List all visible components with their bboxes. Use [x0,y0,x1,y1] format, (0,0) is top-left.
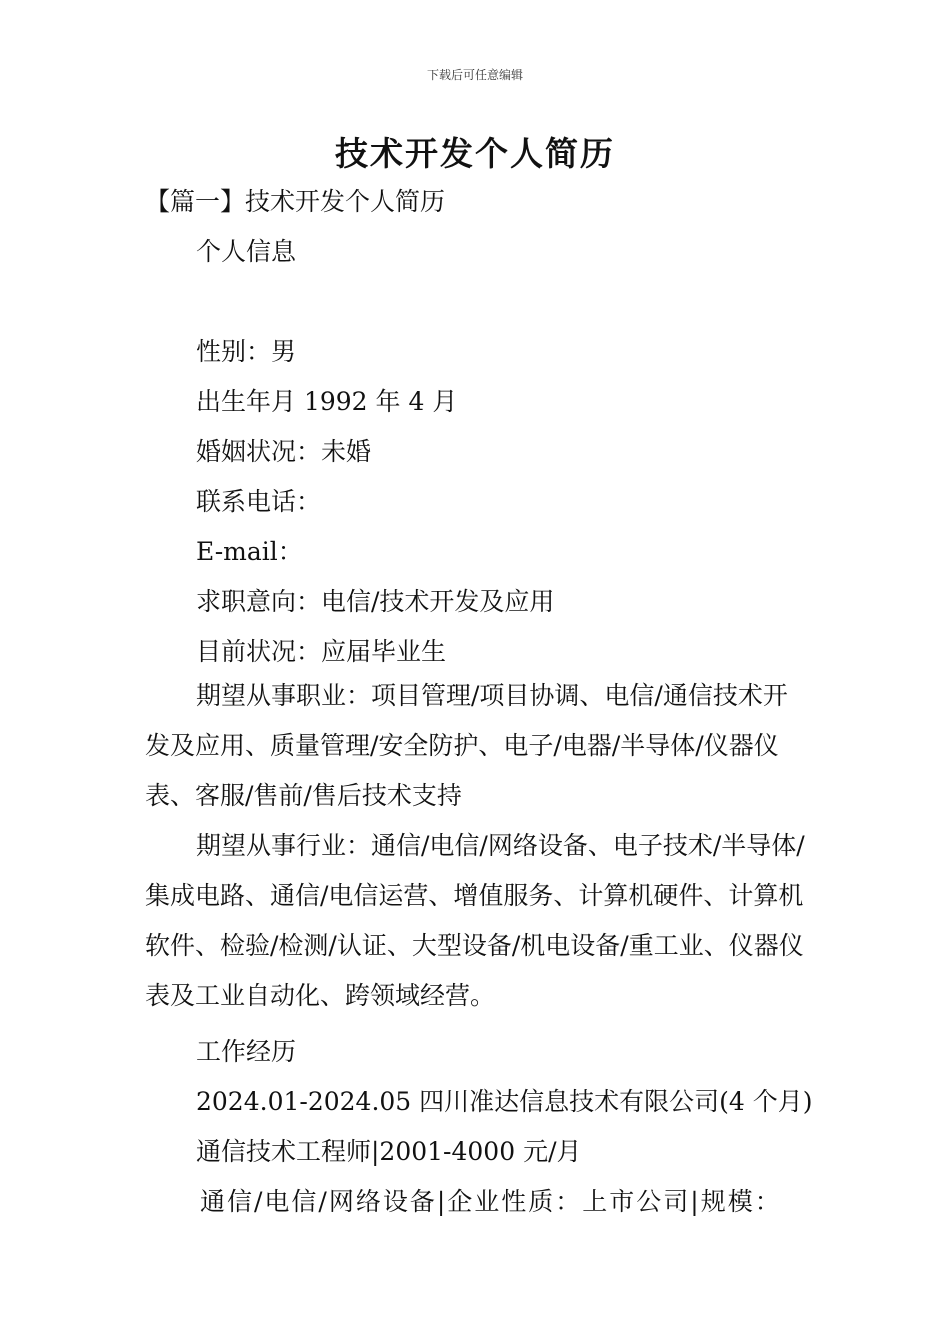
birth-line: 出生年月 1992 年 4 月 [196,387,458,416]
work-period-company: 2024.01-2024.05 四川准达信息技术有限公司(4 个月) [196,1087,813,1116]
current-status-line: 目前状况：应届毕业生 [196,637,447,666]
header-note: 下载后可任意编辑 [426,68,523,82]
work-experience-heading: 工作经历 [196,1037,297,1066]
gender-line: 性别：男 [196,337,297,366]
document-title: 技术开发个人简历 [335,134,615,173]
work-position-salary: 通信技术工程师|2001-4000 元/月 [196,1137,582,1166]
section-heading: 【篇一】技术开发个人简历 [145,187,446,216]
email-line: E-mail： [196,537,303,566]
marital-line: 婚姻状况：未婚 [196,437,372,466]
job-intent-line: 求职意向：电信/技术开发及应用 [196,587,555,616]
phone-line: 联系电话： [196,487,322,516]
expected-job-paragraph: 期望从事职业：项目管理/项目协调、电信/通信技术开发及应用、质量管理/安全防护、电子/电器/半导体/仪器仪表、客服/售前/售后技术支持 [145,681,788,810]
personal-info-heading: 个人信息 [196,237,297,266]
expected-industry-paragraph: 期望从事行业：通信/电信/网络设备、电子技术/半导体/集成电路、通信/电信运营、增值服务、计算机硬件、计算机软件、检验/检测/认证、大型设备/机电设备/重工业、仪器仪表及工业自动化、跨领域经营。 [145,831,805,1010]
work-industry-nature: 通信/电信/网络设备|企业性质：上市公司|规模： [200,1187,782,1216]
